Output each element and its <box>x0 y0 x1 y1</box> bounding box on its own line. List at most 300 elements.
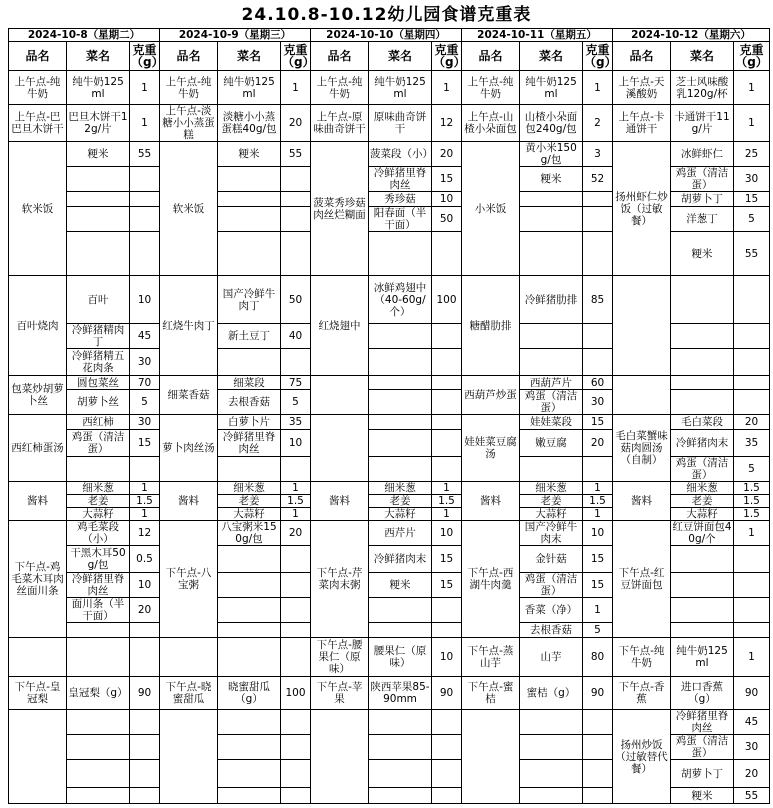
dish-name: 面川条（半干面） <box>67 598 130 623</box>
dish-weight <box>281 349 311 376</box>
dish-weight <box>130 207 160 232</box>
col-header-meal: 品名 <box>311 42 369 71</box>
dish-weight: 3 <box>583 142 613 167</box>
dish-weight <box>281 788 311 804</box>
day-date-header: 2024-10-10（星期四） <box>311 29 462 42</box>
meal-name: 上午点-原味曲奇饼干 <box>311 105 369 142</box>
dish-name <box>218 457 281 482</box>
dish-weight <box>130 788 160 804</box>
dish-weight: 1.5 <box>583 495 613 508</box>
dish-weight: 35 <box>734 430 770 457</box>
dish-name <box>67 167 130 192</box>
meal-name: 下午点-蒸山芋 <box>462 638 520 677</box>
dish-name <box>671 390 734 415</box>
dish-weight <box>432 788 462 804</box>
dish-name: 皇冠梨（g） <box>67 677 130 710</box>
dish-name: 冷鲜猪里脊肉丝 <box>218 430 281 457</box>
dish-weight: 1.5 <box>281 495 311 508</box>
dish-weight: 1 <box>130 508 160 521</box>
dish-weight <box>583 232 613 276</box>
dish-weight: 30 <box>130 415 160 430</box>
meal-name: 红烧翅中 <box>311 276 369 376</box>
dish-weight: 10 <box>432 638 462 677</box>
dish-weight: 100 <box>281 677 311 710</box>
dish-name: 胡萝卜丝 <box>67 390 130 415</box>
dish-name: 细米葱 <box>520 482 583 495</box>
dish-weight <box>281 638 311 677</box>
dish-name: 粳米 <box>369 573 432 598</box>
dish-weight <box>432 376 462 390</box>
meal-name: 下午点-西湖牛肉羹 <box>462 521 520 638</box>
col-header-dish: 菜名 <box>67 42 130 71</box>
dish-weight: 1.5 <box>734 508 770 521</box>
table-row <box>9 276 770 324</box>
dish-name <box>520 760 583 788</box>
dish-weight: 15 <box>432 167 462 192</box>
dish-name <box>369 788 432 804</box>
meal-name: 下午点-八宝粥 <box>160 521 218 638</box>
dish-weight <box>734 573 770 598</box>
meal-name: 娃娃菜豆腐汤 <box>462 415 520 482</box>
dish-weight: 20 <box>130 598 160 623</box>
col-header-weight: 克重（g） <box>584 43 617 69</box>
dish-weight <box>583 735 613 760</box>
col-header-dish: 菜名 <box>520 42 583 71</box>
dish-name <box>520 710 583 735</box>
dish-weight <box>281 710 311 735</box>
dish-weight: 30 <box>583 390 613 415</box>
meal-name: 软米饭 <box>160 142 218 276</box>
dish-weight: 0.5 <box>130 546 160 573</box>
dish-name <box>369 457 432 482</box>
meal-name <box>311 376 369 415</box>
dish-name: 冰鲜虾仁 <box>671 142 734 167</box>
dish-name <box>369 710 432 735</box>
dish-weight: 1 <box>281 71 311 105</box>
col-header-weight: 克重（g） <box>282 43 315 69</box>
dish-name: 大蒜籽 <box>369 508 432 521</box>
meal-name: 西葫芦炒蛋 <box>462 376 520 415</box>
dish-weight: 30 <box>734 735 770 760</box>
dish-name: 大蒜籽 <box>671 508 734 521</box>
dish-weight: 1 <box>734 638 770 677</box>
dish-weight: 20 <box>432 142 462 167</box>
dish-name: 冷鲜猪精肉丁 <box>67 324 130 349</box>
dish-name: 西葫芦片 <box>520 376 583 390</box>
dish-weight <box>734 349 770 376</box>
dish-weight: 55 <box>281 142 311 167</box>
dish-name <box>67 192 130 207</box>
meal-name: 上午点-卡通饼干 <box>613 105 671 142</box>
dish-weight <box>432 232 462 276</box>
dish-weight <box>432 349 462 376</box>
dish-name: 冷鲜猪精五花肉条 <box>67 349 130 376</box>
dish-weight: 60 <box>583 376 613 390</box>
meal-name: 上午点-山楂小朵面包 <box>462 105 520 142</box>
table-row <box>9 415 770 430</box>
dish-weight: 15 <box>734 192 770 207</box>
dish-weight <box>281 735 311 760</box>
meal-name <box>311 415 369 482</box>
dish-name: 胡萝卜丁 <box>671 192 734 207</box>
dish-name <box>369 760 432 788</box>
dish-name: 冷鲜猪里脊肉丝 <box>67 573 130 598</box>
dish-name: 圆包菜丝 <box>67 376 130 390</box>
meal-name: 下午点-香蕉 <box>613 677 671 710</box>
dish-weight <box>583 324 613 349</box>
dish-weight <box>281 623 311 638</box>
col-header-weight: 克重（g） <box>131 43 164 69</box>
meal-name: 红烧牛肉丁 <box>160 276 218 376</box>
meal-name: 小米饭 <box>462 142 520 276</box>
dish-name: 国产冷鲜牛肉丁 <box>218 276 281 324</box>
meal-name: 下午点-红豆饼面包 <box>613 521 671 638</box>
dish-weight: 45 <box>130 324 160 349</box>
dish-name: 鸡毛菜段（小） <box>67 521 130 546</box>
dish-name: 原味曲奇饼干 <box>369 105 432 142</box>
dish-name <box>369 324 432 349</box>
dish-name: 纯牛奶125ml <box>67 71 130 105</box>
dish-name <box>369 376 432 390</box>
meal-name <box>160 710 218 804</box>
dish-name <box>218 349 281 376</box>
dish-weight <box>432 390 462 415</box>
dish-weight: 5 <box>734 457 770 482</box>
dish-name: 淡糖小小蒸蛋糕40g/包 <box>218 105 281 142</box>
dish-weight: 70 <box>130 376 160 390</box>
table-row <box>9 376 770 390</box>
dish-weight: 10 <box>583 521 613 546</box>
dish-weight: 20 <box>583 430 613 457</box>
dish-weight: 2 <box>583 105 613 142</box>
dish-name: 西红柿 <box>67 415 130 430</box>
dish-name <box>67 623 130 638</box>
dish-weight: 1 <box>583 598 613 623</box>
meal-name: 上午点-纯牛奶 <box>9 71 67 105</box>
day-date-header: 2024-10-9（星期三） <box>160 29 311 42</box>
day-date-header: 2024-10-12（星期六） <box>613 29 770 42</box>
meal-name: 扬州虾仁炒饭（过敏餐） <box>613 142 671 276</box>
dish-name: 阳春面（半干面） <box>369 207 432 232</box>
meal-name <box>613 276 671 376</box>
dish-name <box>218 638 281 677</box>
dish-name: 巴旦木饼干12g/片 <box>67 105 130 142</box>
dish-weight: 1 <box>432 482 462 495</box>
dish-name <box>369 623 432 638</box>
dish-weight: 55 <box>130 142 160 167</box>
dish-weight: 1 <box>734 71 770 105</box>
dish-name <box>67 207 130 232</box>
dish-name: 大蒜籽 <box>67 508 130 521</box>
dish-name: 粳米 <box>520 167 583 192</box>
dish-weight: 1.5 <box>432 495 462 508</box>
dish-name <box>671 376 734 390</box>
dish-name: 粳米 <box>671 788 734 804</box>
table-row <box>9 142 770 167</box>
dish-weight <box>130 167 160 192</box>
dish-weight: 35 <box>281 415 311 430</box>
meal-name <box>9 710 67 804</box>
meal-name <box>160 638 218 677</box>
dish-weight <box>281 573 311 598</box>
dish-name <box>218 735 281 760</box>
page-title: 24.10.8-10.12幼儿园食谱克重表 <box>241 5 532 25</box>
dish-name: 晓蜜甜瓜（g） <box>218 677 281 710</box>
dish-name: 秀珍菇 <box>369 192 432 207</box>
dish-name: 粳米 <box>671 232 734 276</box>
dish-name: 干黑木耳50g/包 <box>67 546 130 573</box>
dish-name: 进口香蕉（g） <box>671 677 734 710</box>
dish-name: 鸡蛋（清洁蛋） <box>520 573 583 598</box>
dish-name <box>67 457 130 482</box>
dish-weight: 75 <box>281 376 311 390</box>
col-header-dish: 菜名 <box>218 42 281 71</box>
dish-weight <box>432 598 462 623</box>
dish-weight: 50 <box>432 207 462 232</box>
meal-name <box>9 638 67 677</box>
meal-name: 上午点-淡糖小小蒸蛋糕 <box>160 105 218 142</box>
dish-name <box>218 788 281 804</box>
dish-weight <box>583 207 613 232</box>
dish-weight <box>130 457 160 482</box>
dish-name: 腰果仁（原味） <box>369 638 432 677</box>
dish-name: 蜜桔（g） <box>520 677 583 710</box>
dish-name: 鸡蛋（清洁蛋） <box>671 167 734 192</box>
meal-name: 酱料 <box>311 482 369 521</box>
dish-name <box>520 192 583 207</box>
dish-name <box>369 415 432 430</box>
day-date-header: 2024-10-11（星期五） <box>462 29 613 42</box>
dish-name: 陕西苹果85-90mm <box>369 677 432 710</box>
table-row <box>9 638 770 677</box>
dish-weight <box>432 430 462 457</box>
dish-weight <box>130 710 160 735</box>
dish-weight: 52 <box>583 167 613 192</box>
dish-weight <box>130 735 160 760</box>
dish-weight: 12 <box>130 521 160 546</box>
dish-name: 纯牛奶125ml <box>520 71 583 105</box>
dish-weight <box>281 167 311 192</box>
dish-weight: 1 <box>583 71 613 105</box>
dish-weight: 100 <box>432 276 462 324</box>
dish-weight: 1 <box>734 105 770 142</box>
meal-name: 酱料 <box>613 482 671 521</box>
dish-weight: 30 <box>130 349 160 376</box>
dish-name: 老姜 <box>369 495 432 508</box>
dish-weight: 10 <box>130 276 160 324</box>
dish-weight: 1 <box>130 105 160 142</box>
dish-weight <box>734 598 770 623</box>
col-header-weight: 克重（g） <box>735 43 768 69</box>
dish-name <box>671 623 734 638</box>
dish-weight <box>734 276 770 324</box>
table-row <box>9 482 770 495</box>
day-date-header: 2024-10-8（星期二） <box>9 29 160 42</box>
dish-weight: 1 <box>583 482 613 495</box>
table-row <box>9 710 770 735</box>
dish-name: 卡通饼干11g/片 <box>671 105 734 142</box>
dish-weight: 15 <box>583 546 613 573</box>
dish-name: 老姜 <box>520 495 583 508</box>
dish-name: 纯牛奶125ml <box>218 71 281 105</box>
dish-name: 老姜 <box>218 495 281 508</box>
dish-name: 山芋 <box>520 638 583 677</box>
dish-weight: 1 <box>432 508 462 521</box>
menu-table <box>8 28 770 805</box>
dish-weight: 1.5 <box>734 482 770 495</box>
meal-name: 百叶烧肉 <box>9 276 67 376</box>
dish-name: 鸡蛋（清洁蛋） <box>671 457 734 482</box>
dish-name <box>218 598 281 623</box>
dish-weight: 10 <box>432 521 462 546</box>
meal-name: 下午点-晓蜜甜瓜 <box>160 677 218 710</box>
dish-name: 山楂小朵面包240g/包 <box>520 105 583 142</box>
dish-weight: 15 <box>130 430 160 457</box>
col-header-meal: 品名 <box>160 42 218 71</box>
dish-name <box>218 546 281 573</box>
dish-weight: 10 <box>432 192 462 207</box>
dish-name <box>369 430 432 457</box>
dish-name: 冷鲜猪肋排 <box>520 276 583 324</box>
dish-name: 纯牛奶125ml <box>671 638 734 677</box>
dish-name: 去根香菇 <box>520 623 583 638</box>
table-row <box>9 521 770 546</box>
dish-name: 娃娃菜段 <box>520 415 583 430</box>
dish-weight: 5 <box>281 390 311 415</box>
dish-weight: 1.5 <box>734 495 770 508</box>
meal-name: 上午点-纯牛奶 <box>160 71 218 105</box>
dish-weight <box>734 623 770 638</box>
dish-weight: 30 <box>734 167 770 192</box>
dish-name: 嫩豆腐 <box>520 430 583 457</box>
dish-name <box>67 760 130 788</box>
dish-name: 菠菜段（小） <box>369 142 432 167</box>
dish-weight <box>130 623 160 638</box>
dish-name: 粳米 <box>67 142 130 167</box>
meal-name: 上午点-天溪酸奶 <box>613 71 671 105</box>
dish-weight: 50 <box>281 276 311 324</box>
dish-weight: 15 <box>432 546 462 573</box>
dish-weight <box>281 192 311 207</box>
table-row <box>9 677 770 710</box>
dish-name <box>218 710 281 735</box>
meal-name: 下午点-苹果 <box>311 677 369 710</box>
dish-name <box>671 546 734 573</box>
dish-name <box>218 760 281 788</box>
meal-name: 上午点-纯牛奶 <box>462 71 520 105</box>
dish-weight <box>281 546 311 573</box>
dish-name: 细米葱 <box>369 482 432 495</box>
dish-name <box>369 598 432 623</box>
dish-name <box>520 457 583 482</box>
dish-name <box>369 349 432 376</box>
dish-name: 国产冷鲜牛肉末 <box>520 521 583 546</box>
dish-weight: 90 <box>130 677 160 710</box>
dish-weight <box>432 623 462 638</box>
dish-weight: 1 <box>281 482 311 495</box>
dish-name: 细米葱 <box>218 482 281 495</box>
meal-name: 毛白菜蟹味菇肉圆汤（自制） <box>613 415 671 482</box>
meal-name: 酱料 <box>9 482 67 521</box>
dish-name <box>520 349 583 376</box>
dish-weight <box>583 349 613 376</box>
dish-name <box>67 788 130 804</box>
dish-weight <box>130 638 160 677</box>
col-header-dish: 菜名 <box>671 42 734 71</box>
dish-name <box>218 207 281 232</box>
meal-name: 酱料 <box>462 482 520 521</box>
dish-weight <box>734 324 770 349</box>
dish-name: 鸡蛋（清洁蛋） <box>520 390 583 415</box>
meal-name: 上午点-纯牛奶 <box>311 71 369 105</box>
dish-name: 冷鲜猪里脊肉丝 <box>369 167 432 192</box>
dish-name <box>369 735 432 760</box>
dish-name: 百叶 <box>67 276 130 324</box>
meal-name: 萝卜肉丝汤 <box>160 415 218 482</box>
meal-name: 酱料 <box>160 482 218 521</box>
dish-name: 细米葱 <box>671 482 734 495</box>
dish-weight: 25 <box>734 142 770 167</box>
dish-name: 鸡蛋（清洁蛋） <box>671 735 734 760</box>
dish-weight <box>734 376 770 390</box>
dish-weight: 45 <box>734 710 770 735</box>
dish-name <box>67 232 130 276</box>
dish-name: 冰鲜鸡翅中（40-60g/个） <box>369 276 432 324</box>
dish-weight <box>281 457 311 482</box>
dish-weight <box>734 546 770 573</box>
table-row <box>9 105 770 142</box>
dish-name: 大蒜籽 <box>218 508 281 521</box>
dish-name <box>67 735 130 760</box>
dish-name <box>67 638 130 677</box>
dish-name: 大蒜籽 <box>520 508 583 521</box>
meal-name: 下午点-腰果仁（原味） <box>311 638 369 677</box>
dish-name <box>520 788 583 804</box>
dish-weight: 5 <box>734 207 770 232</box>
meal-name: 下午点-皇冠梨 <box>9 677 67 710</box>
dish-name <box>671 573 734 598</box>
dish-weight <box>432 457 462 482</box>
dish-name <box>520 324 583 349</box>
dish-weight: 55 <box>734 788 770 804</box>
dish-name: 洋葱丁 <box>671 207 734 232</box>
dish-weight <box>432 710 462 735</box>
dish-weight <box>583 457 613 482</box>
dish-weight <box>583 710 613 735</box>
meal-name: 下午点-蜜桔 <box>462 677 520 710</box>
dish-name: 纯牛奶125ml <box>369 71 432 105</box>
dish-weight <box>281 232 311 276</box>
dish-weight: 10 <box>130 573 160 598</box>
meal-name: 细菜香菇 <box>160 376 218 415</box>
dish-weight <box>130 760 160 788</box>
dish-weight <box>432 760 462 788</box>
dish-name <box>67 710 130 735</box>
meal-name: 下午点-芹菜肉末粥 <box>311 521 369 638</box>
table-row <box>9 71 770 105</box>
dish-weight: 15 <box>432 573 462 598</box>
dish-weight <box>432 735 462 760</box>
dish-weight: 90 <box>432 677 462 710</box>
dish-weight: 55 <box>734 232 770 276</box>
dish-name <box>520 735 583 760</box>
meal-name: 上午点-巴巴旦木饼干 <box>9 105 67 142</box>
dish-name <box>671 276 734 324</box>
dish-name <box>520 207 583 232</box>
dish-name: 细米葱 <box>67 482 130 495</box>
dish-weight: 40 <box>281 324 311 349</box>
dish-weight: 15 <box>583 573 613 598</box>
